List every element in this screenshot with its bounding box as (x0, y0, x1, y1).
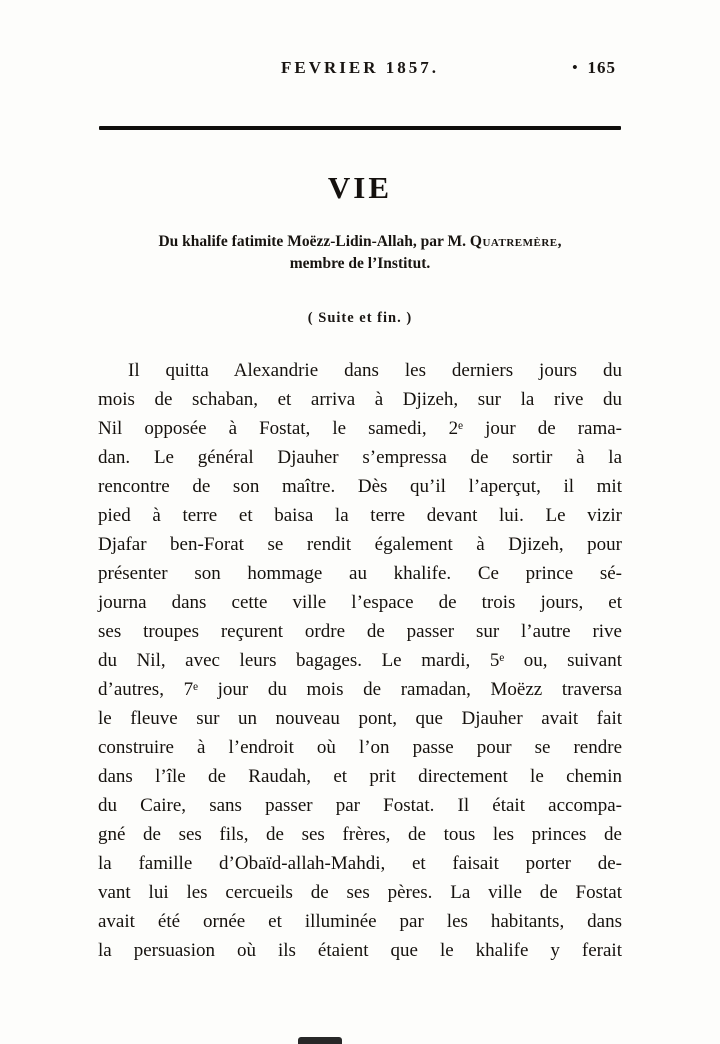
body-text-line: présenter son hommage au khalife. Ce prince sé- (98, 563, 622, 584)
scan-artifact (298, 1037, 342, 1044)
body-text-line: vant lui les cercueils de ses pères. La ville de Fostat (98, 882, 622, 903)
body-text-line: dan. Le général Djauher s’empressa de sortir à la (98, 447, 622, 468)
body-text-line: la persuasion où ils étaient que le khalife y ferait (98, 940, 622, 961)
body-text-line: ses troupes reçurent ordre de passer sur l’autre rive (98, 621, 622, 642)
subtitle-author: Quatremère (469, 233, 558, 250)
article-title: VIE (327, 170, 393, 205)
body-text-line: d’autres, 7ᵉ jour du mois de ramadan, Moëzz traversa (98, 679, 622, 700)
body-text-line: du Caire, sans passer par Fostat. Il était accompa- (98, 795, 622, 816)
page-number (572, 58, 616, 78)
horizontal-rule (99, 126, 621, 130)
subtitle-suffix: , (557, 233, 562, 250)
article-subtitle (60, 231, 660, 275)
page-number-value: 165 (587, 58, 616, 77)
bullet-mark: • (572, 60, 579, 76)
body-text-line: avait été ornée et illuminée par les habitants, dans (98, 911, 622, 932)
body-text-line: mois de schaban, et arriva à Djizeh, sur la rive du (98, 389, 622, 410)
body-text-line: du Nil, avec leurs bagages. Le mardi, 5ᵉ ou, suivant (98, 650, 622, 671)
body-text-line: le fleuve sur un nouveau pont, que Djauher avait fait (98, 708, 622, 729)
body-text-line: pied à terre et baisa la terre devant lui. Le vizir (98, 505, 622, 526)
body-text-line: gné de ses fils, de ses frères, de tous les princes de (98, 824, 622, 845)
body-text-line: Il quitta Alexandrie dans les derniers jours du (128, 360, 622, 381)
running-head (0, 58, 720, 84)
body-text-line: Djafar ben-Forat se rendit également à Djizeh, pour (98, 534, 622, 555)
body-text-line: la famille d’Obaïd-allah-Mahdi, et faisait porter de- (98, 853, 622, 874)
body-text-line: construire à l’endroit où l’on passe pour se rendre (98, 737, 622, 758)
body-text-line: rencontre de son maître. Dès qu’il l’aperçut, il mit (98, 476, 622, 497)
continuation-note: ( Suite et fin. ) (307, 310, 413, 326)
body-text-line: journa dans cette ville l’espace de trois jours, et (98, 592, 622, 613)
subtitle-prefix: Du khalife fatimite Moëzz-Lidin-Allah, par M. (158, 233, 470, 250)
journal-date: FEVRIER 1857. (280, 58, 439, 77)
subtitle-line2: membre de l’Institut. (289, 255, 431, 272)
article-body (98, 356, 622, 965)
body-text-line: dans l’île de Raudah, et prit directement le chemin (98, 766, 622, 787)
body-text-line: Nil opposée à Fostat, le samedi, 2ᵉ jour de rama- (98, 418, 622, 439)
